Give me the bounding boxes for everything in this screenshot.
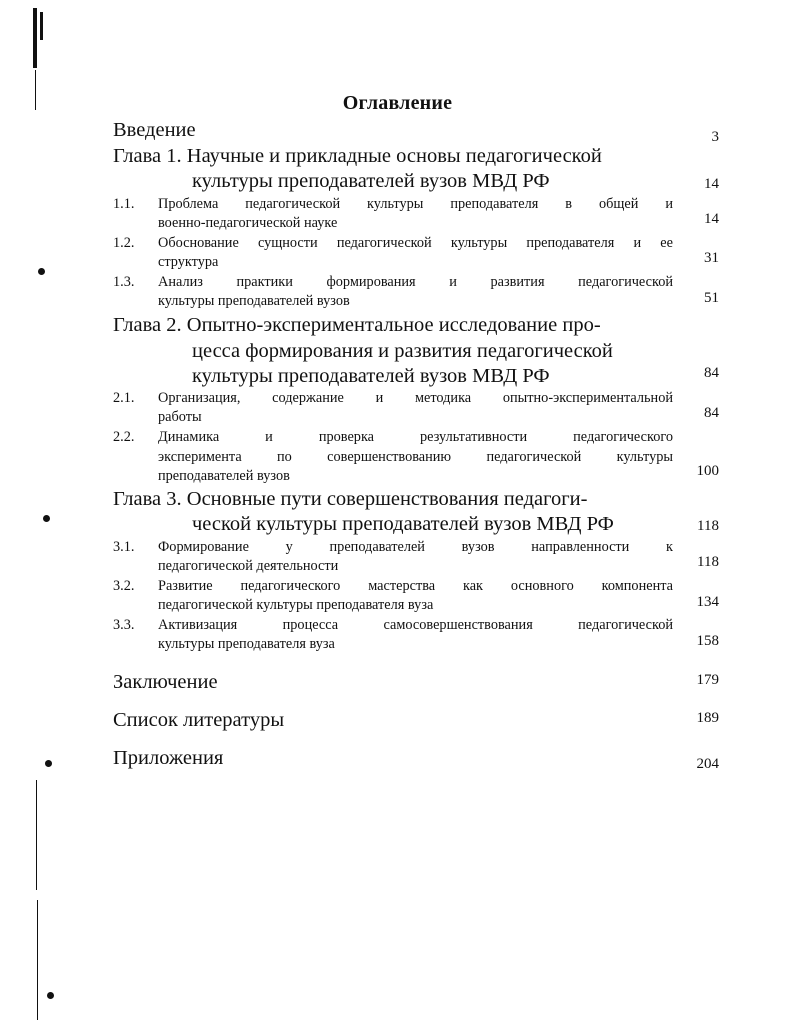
scan-edge-mark xyxy=(40,12,43,40)
toc-page-number: 134 xyxy=(696,594,719,610)
toc-entry-text: ческой культуры преподавателей вузов МВД РФ xyxy=(192,513,614,535)
toc-entry-text: Организация, содержание и методика опытно-экспериментальной xyxy=(158,390,673,406)
toc-entry-text: Список литературы xyxy=(113,709,285,731)
scan-dot xyxy=(38,268,45,275)
toc-page-number: 51 xyxy=(704,290,719,306)
scan-dot xyxy=(43,515,50,522)
toc-entry-text: Глава 1. Научные и прикладные основы педагогической xyxy=(113,145,602,167)
toc-entry-text: Введение xyxy=(113,119,196,141)
toc-entry-text: культуры преподавателей вузов МВД РФ xyxy=(192,365,550,387)
toc-entry-text: цесса формирования и развития педагогической xyxy=(192,340,613,362)
toc-section-number: 1.2. xyxy=(113,235,135,251)
toc-entry-text: Заключение xyxy=(113,671,218,693)
toc-entry-text: Глава 2. Опытно-экспериментальное исследование про- xyxy=(113,314,601,336)
toc-section-number: 3.1. xyxy=(113,539,135,555)
toc-entry-text: культуры преподавателей вузов xyxy=(158,293,350,309)
scan-dot xyxy=(47,992,54,999)
toc-page-number: 204 xyxy=(696,756,719,772)
toc-entry-text: Анализ практики формирования и развития педагогической xyxy=(158,274,673,290)
scan-edge-mark xyxy=(33,8,37,68)
page-title: Оглавление xyxy=(342,92,453,114)
toc-page-number: 14 xyxy=(704,211,719,227)
toc-entry-text: военно-педагогической науке xyxy=(158,215,338,231)
toc-entry-text: Проблема педагогической культуры преподавателя в общей и xyxy=(158,196,673,212)
toc-page-number: 118 xyxy=(697,518,719,534)
toc-entry-text: работы xyxy=(158,409,202,425)
toc-page-number: 189 xyxy=(696,710,719,726)
toc-page-number: 31 xyxy=(704,250,719,266)
toc-entry-text: Активизация процесса самосовершенствования педагогической xyxy=(158,617,673,633)
scan-edge-line xyxy=(37,900,38,1020)
toc-section-number: 3.3. xyxy=(113,617,135,633)
toc-entry-text: преподавателей вузов xyxy=(158,468,290,484)
toc-entry-text: педагогической деятельности xyxy=(158,558,339,574)
toc-page-number: 3 xyxy=(711,129,719,145)
toc-entry-text: Динамика и проверка результативности педагогического xyxy=(158,429,673,445)
toc-section-number: 1.3. xyxy=(113,274,135,290)
toc-entry-text: структура xyxy=(158,254,219,270)
toc-entry-text: Формирование у преподавателей вузов направленности к xyxy=(158,539,673,555)
toc-page-number: 100 xyxy=(696,463,719,479)
toc-entry-text: педагогической культуры преподавателя вуза xyxy=(158,597,434,613)
toc-section-number: 1.1. xyxy=(113,196,135,212)
toc-page-number: 84 xyxy=(704,405,719,421)
toc-entry-text: культуры преподавателя вуза xyxy=(158,636,335,652)
toc-page-number: 158 xyxy=(696,633,719,649)
toc-page-number: 84 xyxy=(704,365,719,381)
toc-entry-text: Развитие педагогического мастерства как основного компонента xyxy=(158,578,673,594)
toc-page-number: 118 xyxy=(697,554,719,570)
scan-dot xyxy=(45,760,52,767)
scan-edge-line xyxy=(36,780,37,890)
toc-entry-text: Глава 3. Основные пути совершенствования педагоги- xyxy=(113,488,588,510)
toc-entry-text: эксперимента по совершенствованию педагогической культуры xyxy=(158,448,673,465)
toc-entry-text: культуры преподавателей вузов МВД РФ xyxy=(192,170,550,192)
toc-section-number: 3.2. xyxy=(113,578,135,594)
toc-section-number: 2.1. xyxy=(113,390,135,406)
toc-entry-text: Приложения xyxy=(113,747,224,769)
toc-page-number: 179 xyxy=(696,672,719,688)
toc-page-number: 14 xyxy=(704,176,719,192)
toc-section-number: 2.2. xyxy=(113,429,135,445)
toc-entry-text: Обоснование сущности педагогической культуры преподавателя и ее xyxy=(158,235,673,251)
